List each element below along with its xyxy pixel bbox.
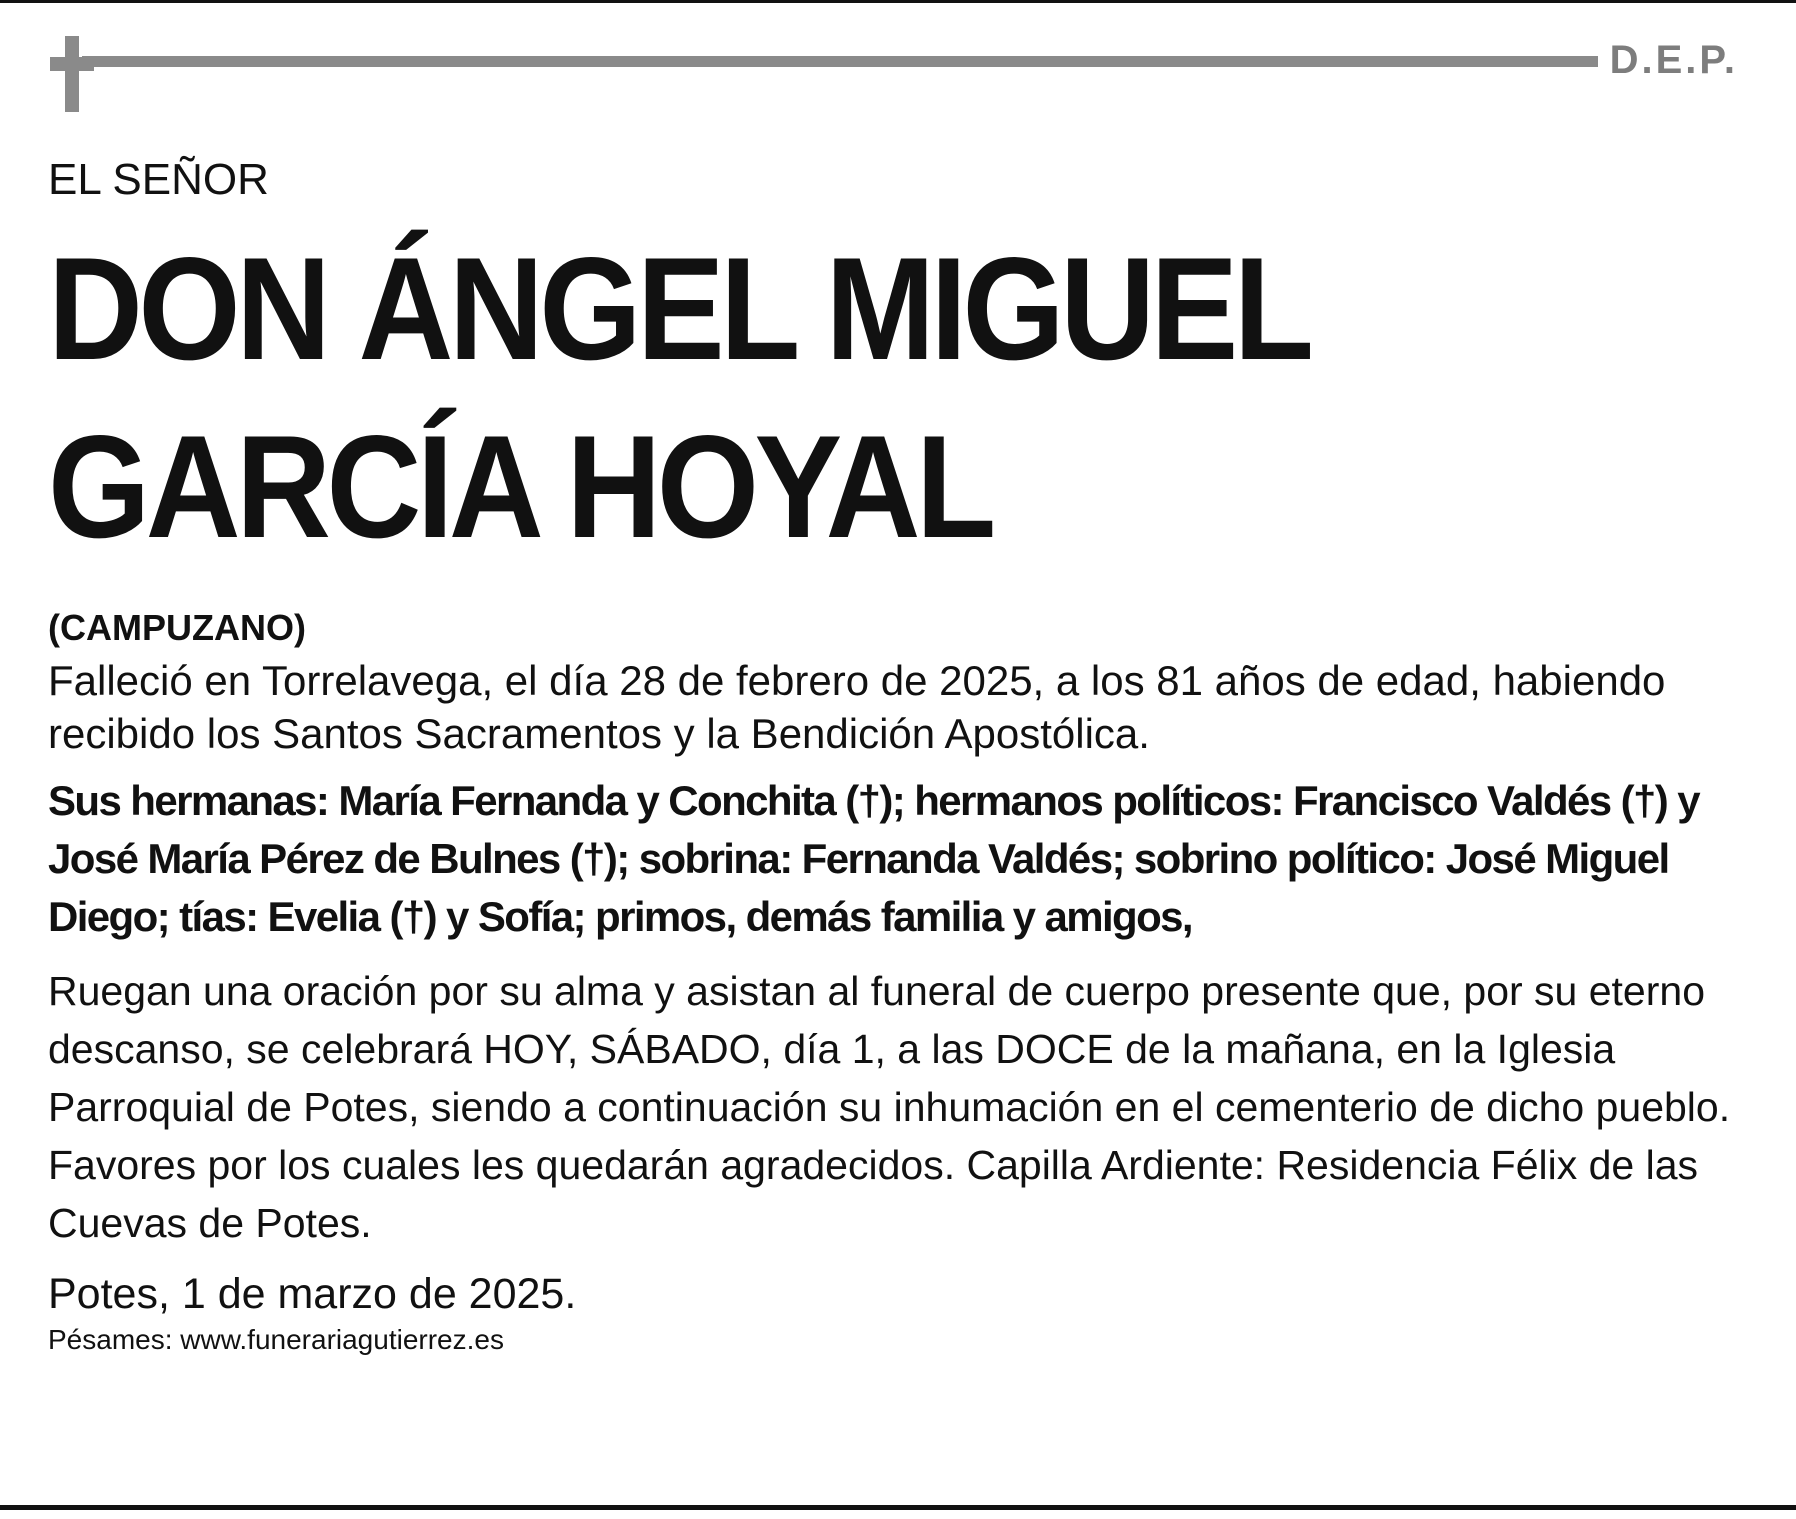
deceased-name-line-1: DON ÁNGEL MIGUEL — [48, 227, 1310, 390]
family-list: Sus hermanas: María Fernanda y Conchita (†); hermanos políticos: Francisco Valdés (†) y José María Pérez de Bulnes (†); sobrina: Fernanda Valdés; sobrino político: José Miguel Diego; tías: Evelia (†) y Sofía; primos, demás familia y amigos, — [48, 777, 1699, 940]
dep-label: D.E.P. — [1609, 38, 1738, 82]
place-and-date: Potes, 1 de marzo de 2025. — [48, 1270, 577, 1318]
death-statement: Falleció en Torrelavega, el día 28 de febrero de 2025, a los 81 años de edad, habiendo recibido los Santos Sacramentos y la Bendición Apostólica. — [48, 657, 1666, 757]
condolences-link[interactable]: Pésames: www.funerariagutierrez.es — [48, 1324, 504, 1355]
alias: (CAMPUZANO) — [48, 607, 306, 648]
funeral-details: Ruegan una oración por su alma y asistan al funeral de cuerpo presente que, por su eterno descanso, se celebrará HOY, SÁBADO, día 1, a las DOCE de la mañana, en la Iglesia Parroquial de Potes, siendo a continuación su inhumación en el cementerio de dicho pueblo. Favores por los cuales les quedarán agradecidos. Capilla Ardiente: Residencia Félix de las Cuevas de Potes. — [48, 968, 1731, 1246]
header-divider — [82, 56, 1598, 67]
notice-body — [48, 150, 1748, 1358]
top-border — [0, 0, 1796, 3]
deceased-name — [48, 220, 1578, 576]
bottom-border — [0, 1505, 1796, 1510]
cross-icon — [50, 36, 94, 112]
deceased-name-line-2: GARCÍA HOYAL — [48, 405, 992, 568]
intro-title: EL SEÑOR — [48, 155, 269, 204]
